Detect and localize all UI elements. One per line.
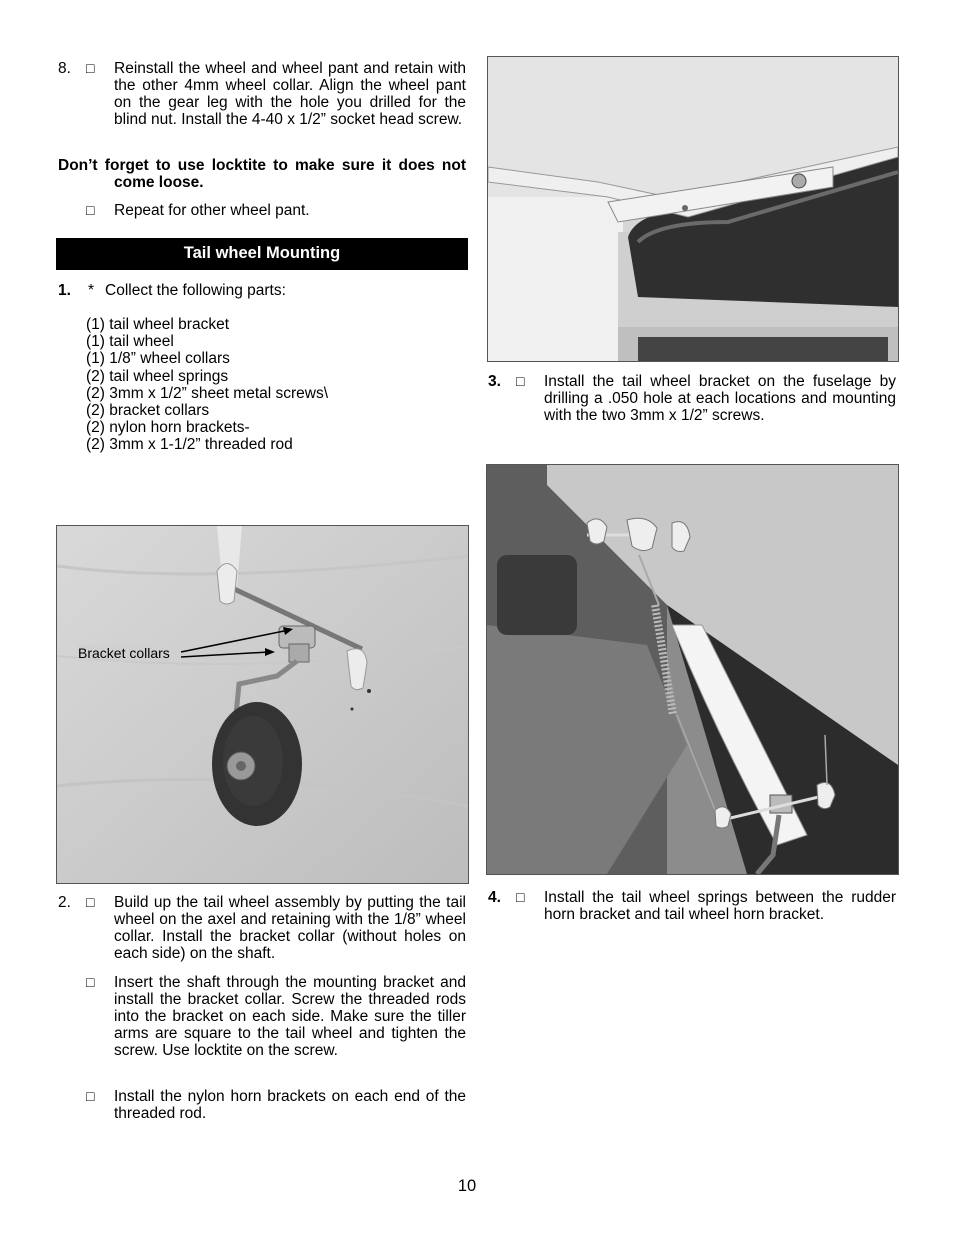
step-2b [58,974,468,1078]
checkbox-icon[interactable]: □ [86,894,95,910]
step-text: Install the tail wheel bracket on the fuselage by drilling a .050 hole at each locations and mounting with the two 3mm x 1/2” screws. [544,373,896,424]
step-3 [488,373,898,429]
fuselage-bracket-photo [487,56,899,362]
tail-wheel-springs-image [487,465,898,874]
checkbox-icon[interactable]: □ [86,202,95,218]
step-number: 3. [488,373,501,390]
list-item: (1) 1/8” wheel collars [86,350,230,368]
step-4 [488,889,898,925]
step-text: Collect the following parts: [105,282,286,299]
step-repeat [58,202,468,222]
step-number: 1. [58,282,71,299]
step-marker: * [88,282,95,299]
tail-wheel-springs-photo [486,464,899,875]
photo-callout-label: Bracket collars [78,645,170,661]
list-item: (1) tail wheel bracket [86,316,230,333]
fuselage-bracket-image [488,57,898,361]
step-text: Install the nylon horn brackets on each end of the threaded rod. [114,1088,466,1122]
checkbox-icon[interactable]: □ [86,60,95,76]
step-text: Reinstall the wheel and wheel pant and retain with the other 4mm wheel collar. Align the wheel pant on the gear leg with the hole you drilled for the blind nut. Install the 4-40 x 1/2” socket head screw. [114,60,466,128]
page-number: 10 [457,1177,477,1195]
parts-list [86,316,328,454]
step-text: Build up the tail wheel assembly by putting the tail wheel on the axel and retaining with the 1/8” wheel collar. Install the bracket collar (without holes on each side) on the shaft. [114,894,466,962]
list-item: (2) tail wheel springs [86,367,229,385]
step-8 [58,60,468,150]
list-item: (2) 3mm x 1-1/2” threaded rod [86,436,293,454]
list-item: (2) bracket collars [86,401,210,419]
step-number: 4. [488,889,501,906]
step-2 [58,894,468,964]
step-text: Repeat for other wheel pant. [114,202,310,219]
step-number: 2. [58,894,71,911]
tail-wheel-assembly-photo [56,525,469,884]
step-1 [58,282,468,302]
section-heading: Tail wheel Mounting [56,238,468,270]
list-item: (2) nylon horn brackets- [86,419,250,437]
list-item: (1) tail wheel [86,333,174,351]
step-2c [58,1088,468,1124]
checkbox-icon[interactable]: □ [86,1088,95,1104]
checkbox-icon[interactable]: □ [516,373,525,389]
step-text: Insert the shaft through the mounting bracket and install the bracket collar. Screw the threaded rods into the bracket on each side. Make sure the tiller arms are square to the tail wheel and tighten the screw. Use locktite on the screw. [114,974,466,1059]
locktite-note: Don’t forget to use locktite to make sure it does not come loose. [58,157,466,191]
step-number: 8. [58,60,71,77]
step-text: Install the tail wheel springs between the rudder horn bracket and tail wheel horn bracket. [544,889,896,923]
list-item: (2) 3mm x 1/2” sheet metal screws\ [86,384,329,402]
checkbox-icon[interactable]: □ [86,974,95,990]
checkbox-icon[interactable]: □ [516,889,525,905]
callout-arrows [57,526,468,883]
